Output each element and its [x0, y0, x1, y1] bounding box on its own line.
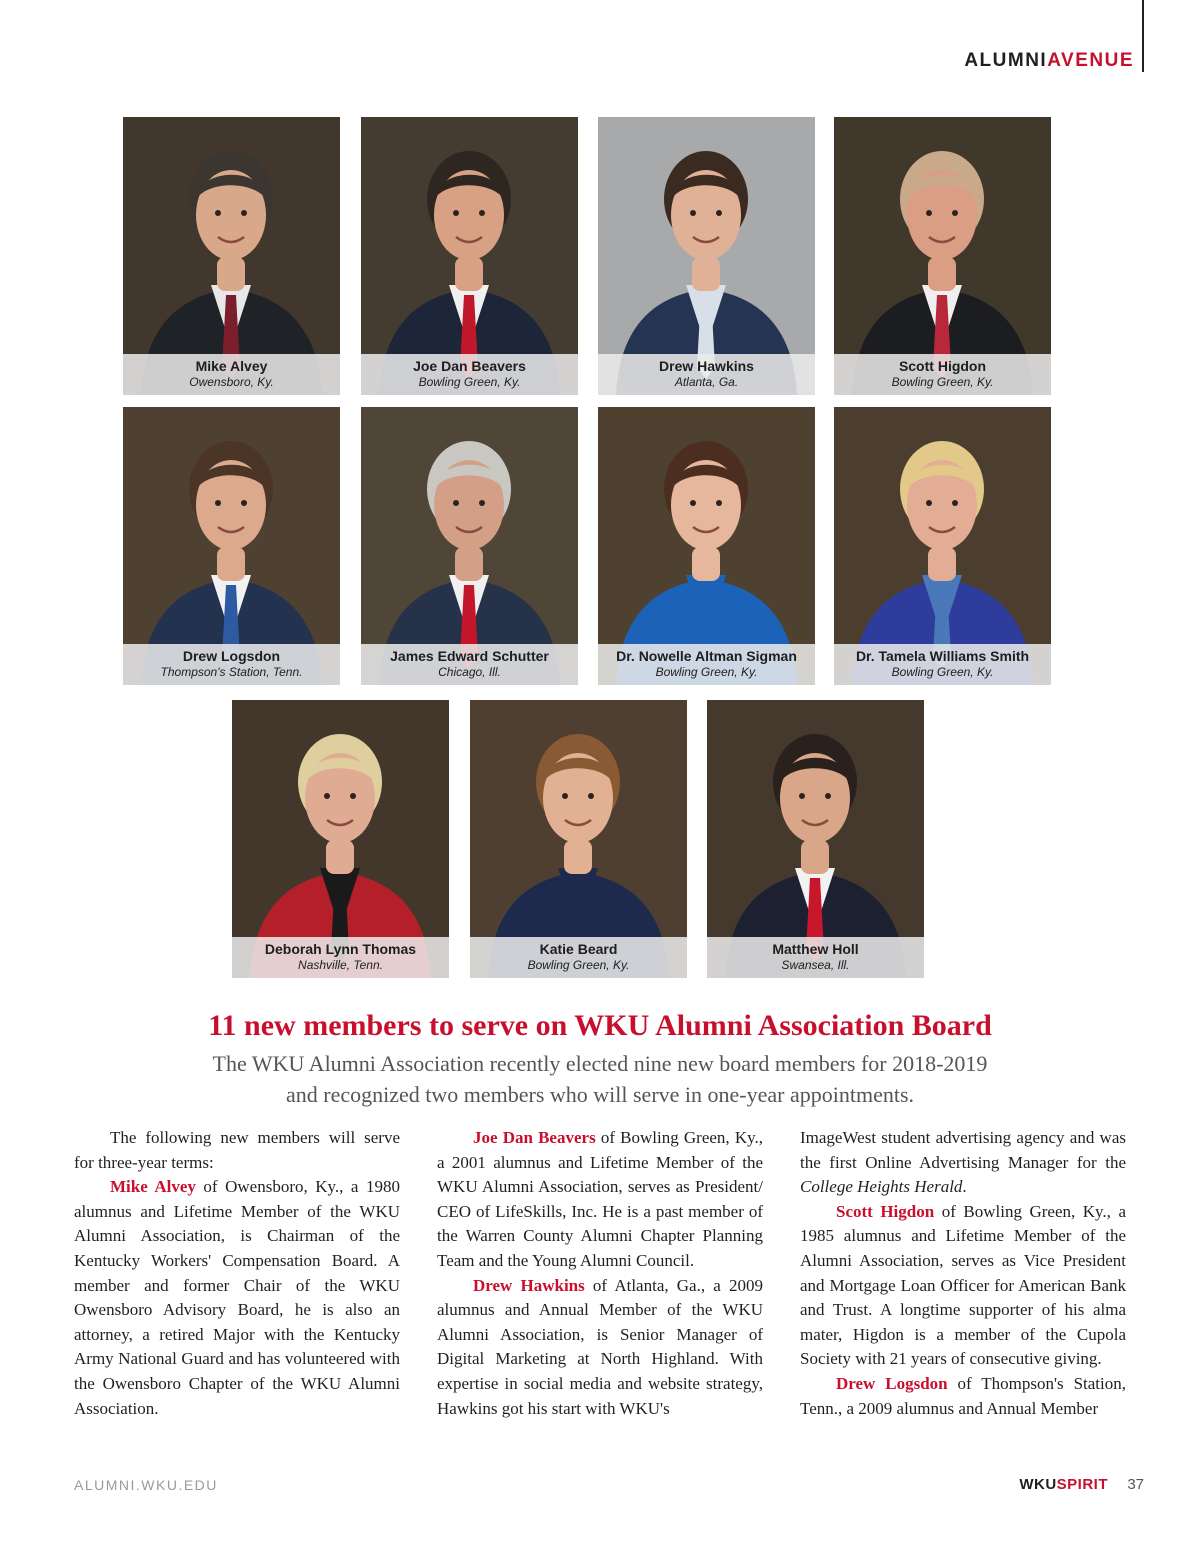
member-name: James Edward Schutter	[390, 648, 549, 664]
section-tag-word2: AVENUE	[1047, 50, 1134, 71]
bio-name: Drew Logsdon	[836, 1373, 948, 1393]
page-number: 37	[1127, 1476, 1144, 1493]
photo-caption	[834, 354, 1051, 395]
member-location: Bowling Green, Ky.	[891, 375, 994, 389]
member-name: Joe Dan Beavers	[413, 358, 526, 374]
bio-paragraph	[800, 1372, 1126, 1421]
member-name: Drew Hawkins	[659, 358, 754, 374]
bio-paragraph	[437, 1126, 763, 1274]
member-photo	[232, 700, 449, 978]
photo-caption	[470, 937, 687, 978]
photo-caption	[232, 937, 449, 978]
photo-caption	[361, 644, 578, 685]
bio-name: Joe Dan Beavers	[473, 1128, 596, 1147]
member-name: Dr. Tamela Williams Smith	[855, 648, 1030, 664]
bio-text: of Atlanta, Ga., a 2009 alumnus and Annual Member of the WKU Alumni Association, is Senior Manager of Digital Marketing at North Highland. With expertise in social media and website strategy, Hawkins got his start with WKU's	[437, 1275, 763, 1418]
bio-text: ImageWest student advertising agency and was the first Online Advertising Manager for the	[800, 1128, 1126, 1172]
bio-text: of Bowling Green, Ky., a 2001 alumnus and Lifetime Member of the WKU Alumni Association, serves as President/ CEO of LifeSkills, Inc. He is a past member of the Warren County Alumni Chapter Planning Team and the Young Alumni Council.	[437, 1128, 763, 1270]
subhead-line-1: The WKU Alumni Association recently elected nine new board members for 2018-2019	[212, 1051, 988, 1076]
member-photo	[361, 117, 578, 395]
member-photo	[834, 407, 1051, 685]
section-tag	[964, 50, 1134, 72]
member-location: Atlanta, Ga.	[674, 375, 739, 389]
photo-caption	[123, 644, 340, 685]
member-name: Mike Alvey	[195, 358, 268, 374]
member-photo	[361, 407, 578, 685]
article-column-3	[800, 1126, 1126, 1421]
bio-name: Mike Alvey	[110, 1177, 196, 1197]
member-photo	[598, 407, 815, 685]
member-photo	[707, 700, 924, 978]
article-column-1	[74, 1126, 400, 1421]
member-location: Chicago, Ill.	[438, 665, 501, 679]
footer-brand-word2: SPIRIT	[1056, 1476, 1108, 1493]
member-location: Bowling Green, Ky.	[527, 958, 630, 972]
member-location: Thompson's Station, Tenn.	[160, 665, 303, 679]
member-location: Owensboro, Ky.	[189, 375, 274, 389]
bio-paragraph	[74, 1175, 400, 1421]
member-photo	[834, 117, 1051, 395]
header-rule	[1142, 0, 1144, 72]
article-subhead	[150, 1048, 1050, 1110]
member-photo	[470, 700, 687, 978]
member-name: Deborah Lynn Thomas	[264, 941, 417, 957]
photo-caption	[834, 644, 1051, 685]
member-name: Katie Beard	[539, 941, 618, 957]
bio-name: Scott Higdon	[836, 1201, 935, 1221]
footer-brand	[1019, 1476, 1108, 1493]
photo-caption	[361, 354, 578, 395]
article-headline: 11 new members to serve on WKU Alumni Association Board	[208, 1009, 992, 1042]
section-tag-word1: ALUMNI	[964, 50, 1048, 71]
photo-caption	[123, 354, 340, 395]
bio-paragraph-continued	[800, 1126, 1126, 1200]
member-location: Bowling Green, Ky.	[418, 375, 521, 389]
footer-url: ALUMNI.WKU.EDU	[74, 1477, 218, 1493]
footer-brand-word1: WKU	[1019, 1476, 1057, 1493]
intro-paragraph: The following new members will serve for three-year terms:	[74, 1128, 400, 1172]
article-column-2	[437, 1126, 763, 1421]
member-photo	[123, 407, 340, 685]
member-name: Drew Logsdon	[182, 648, 281, 664]
bio-paragraph	[437, 1274, 763, 1422]
photo-caption	[598, 644, 815, 685]
bio-name: Drew Hawkins	[473, 1275, 585, 1295]
member-name: Dr. Nowelle Altman Sigman	[616, 648, 797, 664]
subhead-line-2: and recognized two members who will serve in one-year appointments.	[285, 1082, 915, 1107]
bio-paragraph	[800, 1200, 1126, 1372]
bio-text-end: .	[962, 1177, 967, 1197]
photo-caption	[707, 937, 924, 978]
member-name: Scott Higdon	[898, 358, 987, 374]
member-location: Nashville, Tenn.	[298, 958, 383, 972]
member-location: Bowling Green, Ky.	[891, 665, 994, 679]
member-name: Matthew Holl	[772, 941, 859, 957]
photo-caption	[598, 354, 815, 395]
bio-text: of Bowling Green, Ky., a 1985 alumnus and Lifetime Member of the Alumni Association, serves as Vice President and Mortgage Loan Officer for American Bank and Trust. A longtime supporter of his alma mater, Higdon is a member of the Cupola Society with 21 years of consecutive giving.	[800, 1201, 1126, 1369]
bio-text: of Owensboro, Ky., a 1980 alumnus and Lifetime Member of the WKU Alumni Association, is Chairman of the Kentucky Workers' Compensation Board. A member and former Chair of the WKU Owensboro Advisory Board, he is also an attorney, a retired Major with the Kentucky Army National Guard and has volunteered with the Owensboro Chapter of the WKU Alumni Association.	[74, 1177, 400, 1418]
member-photo	[598, 117, 815, 395]
member-location: Swansea, Ill.	[781, 958, 850, 972]
publication-title: College Heights Herald	[800, 1177, 963, 1197]
member-location: Bowling Green, Ky.	[655, 665, 758, 679]
member-photo	[123, 117, 340, 395]
bio-text: of Thompson's Station, Tenn., a 2009 alumnus and Annual Member	[800, 1373, 1126, 1418]
